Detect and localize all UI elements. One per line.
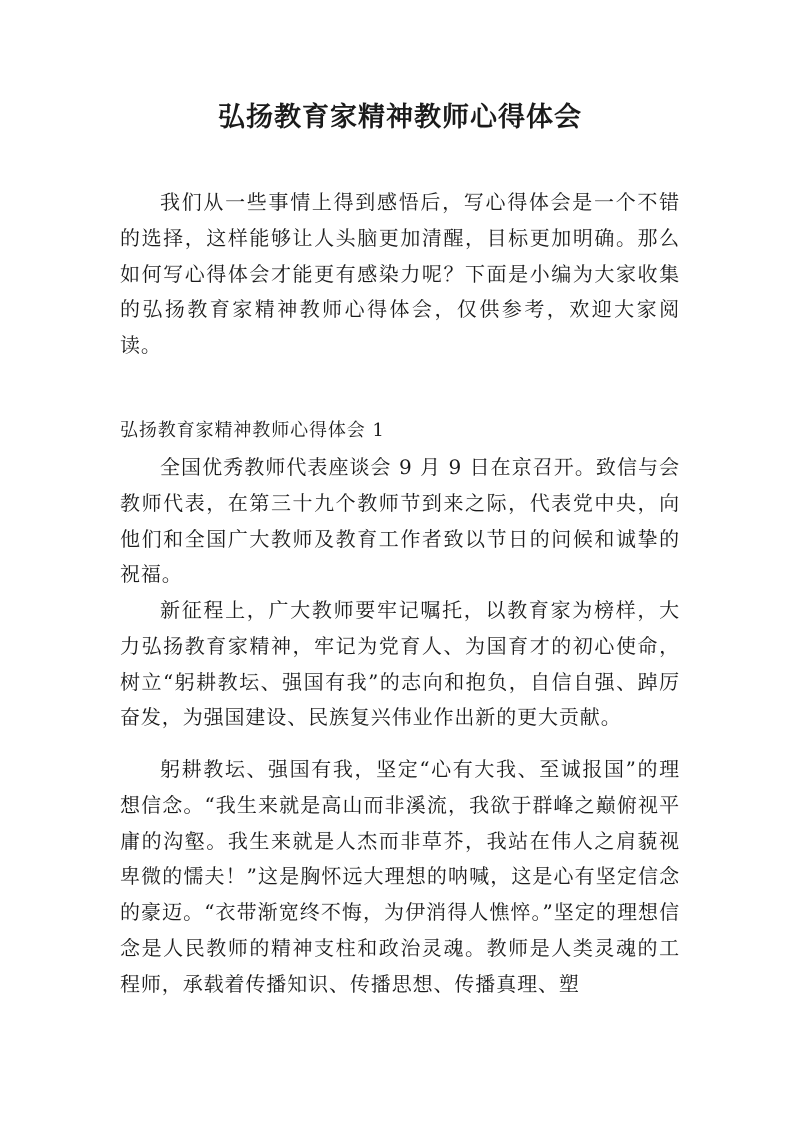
- section-paragraph-3: 躬耕教坛、强国有我，坚定“心有大我、至诚报国”的理想信念。“我生来就是高山而非溪流，我欲于群峰之巅俯视平庸的沟壑。我生来就是人杰而非草芥，我站在伟人之肩藐视卑微的懦夫！”这是胸怀远大理想的呐喊，这是心有坚定信念的豪迈。“衣带渐宽终不悔，为伊消得人憔悴。”坚定的理想信念是人民教师的精神支柱和政治灵魂。教师是人类灵魂的工程师，承载着传播知识、传播思想、传播真理、塑: [120, 757, 680, 996]
- section-heading: 弘扬教育家精神教师心得体会 1: [120, 420, 385, 441]
- section-paragraph-2: 新征程上，广大教师要牢记嘱托，以教育家为榜样，大力弘扬教育家精神，牢记为党育人、为国育才的初心使命，树立“躬耕教坛、强国有我”的志向和抱负，自信自强、踔厉奋发，为强国建设、民族复兴伟业作出新的更大贡献。: [120, 598, 680, 730]
- section-paragraph-1: 全国优秀教师代表座谈会 9 月 9 日在京召开。致信与会教师代表，在第三十九个教师节到来之际，代表党中央，向他们和全国广大教师及教育工作者致以节日的问候和诚挚的祝福。: [120, 455, 680, 587]
- intro-paragraph: 我们从一些事情上得到感悟后，写心得体会是一个不错的选择，这样能够让人头脑更加清醒，目标更加明确。那么如何写心得体会才能更有感染力呢？下面是小编为大家收集的弘扬教育家精神教师心得体会，仅供参考，欢迎大家阅读。: [120, 190, 680, 358]
- document-title: 弘扬教育家精神教师心得体会: [218, 102, 582, 133]
